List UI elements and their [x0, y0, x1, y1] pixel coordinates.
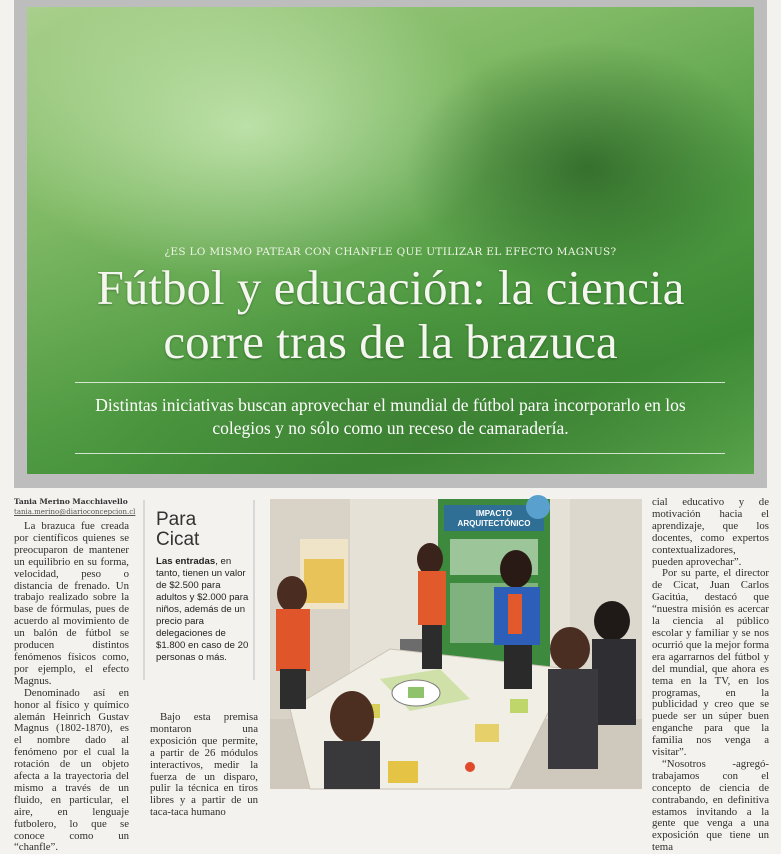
paragraph: Por su parte, el director de Cicat, Juan Carlos Gacitúa, destacó que “nuestra misión es acercar la ciencia al público escolar y familiar y se nos ocurrió que la mejor forma era agarrarnos del fútbol y del mundial, que ahora es tema en la TV, en los programas, en la publicidad y creo que se puede ser un súper buen enganche para que la familia nos venga a visitar”. [652, 567, 769, 759]
headline [27, 261, 754, 369]
deck-line-2: colegios y no sólo como un receso de camaradería. [212, 418, 569, 438]
paragraph: Bajo esta premisa montaron una exposición que permite, a partir de 26 módulos interactivos, medir la fuerza de un disparo, pulir la técnica en tiros libres y a partir de un taca-taca humano [150, 711, 258, 819]
paragraph: Denominado así en honor al físico y químico alemán Heinrich Gustav Magnus (1802-1870), es el nombre dado al fenómeno por el cual la rotación de un objeto afecta a la trayectoria del mismo a través de un fluido, en particular, el aire, en lenguaje futbolero, lo que se conoce como un “chanfle”. [14, 686, 129, 854]
paragraph: La brazuca fue creada por científicos quienes se preocuparon de mantener un equilibrio en su forma, velocidad, peso o distancia de frenado. Un trabajo realizado sobre la base de fórmulas, pues de acuerdo al movimiento de un balón de fútbol se producen distintos fenómenos físicos como, por ejemplo, el efecto Magnus. [14, 520, 129, 687]
byline-author: Tania Merino Macchiavello [14, 497, 128, 506]
deck-rule-bottom [75, 453, 725, 454]
photo-banner-line-2: ARQUITECTÓNICO [457, 519, 531, 528]
article-column-3 [652, 496, 769, 854]
headline-line-1: Fútbol y educación: la ciencia [96, 260, 685, 315]
article-photo [270, 499, 642, 789]
headline-line-2: corre tras de la brazuca [163, 314, 618, 369]
sidebar-box [143, 500, 255, 680]
sidebar-body: , en tanto, tienen un valor de $2.500 para adultos y $2.000 para niños, además de un precio para delegaciones de $1.800 en caso de 20 personas o más. [156, 556, 249, 663]
paragraph: cial educativo y de motivación hacia el aprendizaje, que los docentes, como expertos contextualizadores, pueden aprovechar”. [652, 496, 769, 568]
sidebar-border-right [253, 500, 255, 680]
deck-line-1: Distintas iniciativas buscan aprovechar el mundial de fútbol para incorporarlo en los [95, 395, 686, 415]
photo-banner-line-1: IMPACTO [475, 509, 513, 518]
article-column-2 [150, 711, 258, 819]
deck [27, 394, 754, 440]
kicker: ¿ES LO MISMO PATEAR CON CHANFLE QUE UTILIZAR EL EFECTO MAGNUS? [164, 246, 617, 258]
sidebar-border-left [143, 500, 145, 680]
hero-image [27, 7, 754, 474]
paragraph: “Nosotros -agregó- trabajamos con el concepto de ciencia de contrabando, en definitiva estamos invitando a la gente que venga a una exposición que tiene un tema [652, 757, 769, 854]
sidebar-text [156, 556, 250, 664]
sidebar-lead: Las entradas [156, 556, 216, 567]
sidebar-title-line-1: Para [156, 509, 197, 530]
byline-email[interactable]: tania.merino@diarioconcepcion.cl [14, 508, 136, 516]
sidebar-title-line-2: Cicat [156, 529, 200, 550]
article-column-1 [14, 520, 129, 854]
sidebar-title [156, 510, 199, 550]
photo-illustration [270, 499, 642, 789]
deck-rule-top [75, 382, 725, 383]
